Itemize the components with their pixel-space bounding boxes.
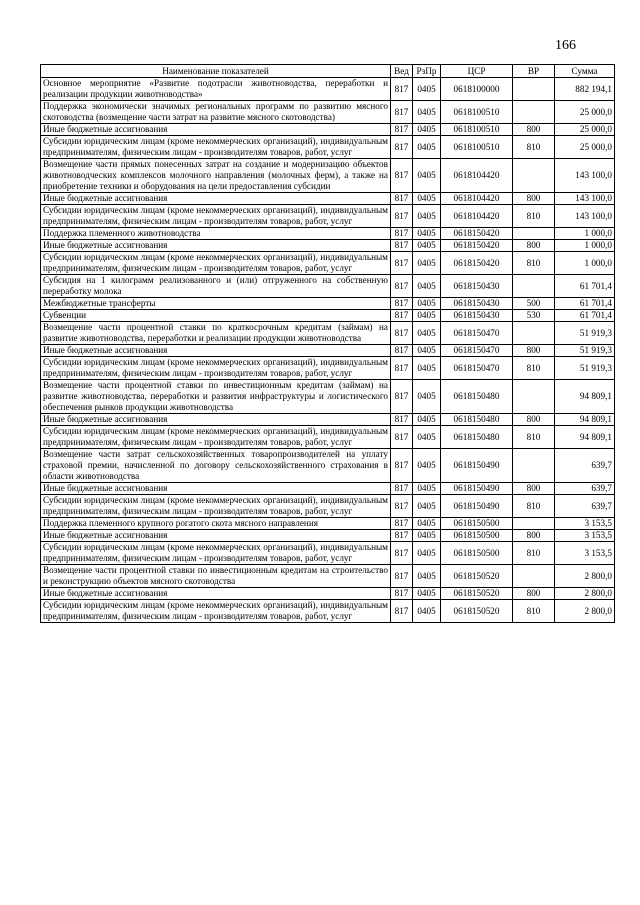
- cell-rzpr: 0405: [413, 426, 441, 449]
- cell-ved: 817: [391, 518, 413, 530]
- cell-rzpr: 0405: [413, 345, 441, 357]
- cell-vr: 810: [513, 542, 555, 565]
- cell-ved: 817: [391, 205, 413, 228]
- cell-vr: [513, 380, 555, 414]
- cell-vr: 810: [513, 357, 555, 380]
- cell-csr: 0618150430: [441, 310, 513, 322]
- header-vr: ВР: [513, 65, 555, 78]
- cell-rzpr: 0405: [413, 449, 441, 483]
- cell-sum: 143 100,0: [555, 193, 615, 205]
- cell-ved: 817: [391, 449, 413, 483]
- cell-csr: 0618104420: [441, 205, 513, 228]
- cell-sum: 25 000,0: [555, 124, 615, 136]
- cell-csr: 0618150420: [441, 252, 513, 275]
- cell-sum: 3 153,5: [555, 518, 615, 530]
- table-row: [41, 322, 615, 345]
- cell-ved: 817: [391, 228, 413, 240]
- cell-name: Поддержка племенного крупного рогатого скота мясного направления: [41, 518, 391, 530]
- cell-csr: 0618150500: [441, 542, 513, 565]
- header-name: Наименование показателей: [41, 65, 391, 78]
- cell-csr: 0618150470: [441, 322, 513, 345]
- cell-sum: 51 919,3: [555, 322, 615, 345]
- table-row: [41, 159, 615, 193]
- table-row: [41, 542, 615, 565]
- table-row: [41, 228, 615, 240]
- cell-ved: 817: [391, 298, 413, 310]
- cell-name: Субсидии юридическим лицам (кроме некоммерческих организаций), индивидуальным предпринимателям, физическим лицам - производителям товаров, работ, услуг: [41, 357, 391, 380]
- table-row: [41, 483, 615, 495]
- cell-sum: 1 000,0: [555, 228, 615, 240]
- cell-csr: 0618100510: [441, 124, 513, 136]
- cell-vr: 800: [513, 588, 555, 600]
- cell-sum: 25 000,0: [555, 136, 615, 159]
- cell-rzpr: 0405: [413, 240, 441, 252]
- cell-vr: [513, 565, 555, 588]
- cell-name: Субсидии юридическим лицам (кроме некоммерческих организаций), индивидуальным предпринимателям, физическим лицам - производителям товаров, работ, услуг: [41, 205, 391, 228]
- cell-csr: 0618150430: [441, 275, 513, 298]
- cell-sum: 94 809,1: [555, 426, 615, 449]
- cell-rzpr: 0405: [413, 298, 441, 310]
- cell-name: Субсидии юридическим лицам (кроме некоммерческих организаций), индивидуальным предпринимателям, физическим лицам - производителям товаров, работ, услуг: [41, 600, 391, 623]
- cell-rzpr: 0405: [413, 380, 441, 414]
- cell-rzpr: 0405: [413, 530, 441, 542]
- cell-name: Поддержка племенного животноводства: [41, 228, 391, 240]
- cell-name: Иные бюджетные ассигнования: [41, 530, 391, 542]
- budget-table: [40, 64, 615, 623]
- cell-csr: 0618150470: [441, 357, 513, 380]
- table-body: [41, 78, 615, 623]
- cell-sum: 61 701,4: [555, 275, 615, 298]
- cell-rzpr: 0405: [413, 228, 441, 240]
- cell-vr: 810: [513, 426, 555, 449]
- cell-sum: 94 809,1: [555, 380, 615, 414]
- cell-name: Иные бюджетные ассигнования: [41, 240, 391, 252]
- cell-name: Возмещение части процентной ставки по краткосрочным кредитам (займам) на развитие животноводства, переработки и реализации продукции животноводства: [41, 322, 391, 345]
- table-row: [41, 588, 615, 600]
- cell-rzpr: 0405: [413, 159, 441, 193]
- cell-csr: 0618100510: [441, 101, 513, 124]
- cell-csr: 0618150480: [441, 380, 513, 414]
- cell-sum: 51 919,3: [555, 345, 615, 357]
- cell-sum: 61 701,4: [555, 298, 615, 310]
- cell-vr: [513, 78, 555, 101]
- cell-csr: 0618150490: [441, 483, 513, 495]
- cell-name: Иные бюджетные ассигнования: [41, 414, 391, 426]
- header-rzpr: РзПр: [413, 65, 441, 78]
- cell-ved: 817: [391, 414, 413, 426]
- cell-sum: 639,7: [555, 483, 615, 495]
- table-row: [41, 565, 615, 588]
- cell-csr: 0618104420: [441, 193, 513, 205]
- cell-rzpr: 0405: [413, 310, 441, 322]
- cell-vr: [513, 322, 555, 345]
- cell-sum: 94 809,1: [555, 414, 615, 426]
- cell-ved: 817: [391, 252, 413, 275]
- cell-vr: 500: [513, 298, 555, 310]
- cell-rzpr: 0405: [413, 275, 441, 298]
- cell-sum: 639,7: [555, 495, 615, 518]
- cell-vr: [513, 449, 555, 483]
- cell-rzpr: 0405: [413, 483, 441, 495]
- cell-ved: 817: [391, 322, 413, 345]
- cell-rzpr: 0405: [413, 193, 441, 205]
- cell-vr: 810: [513, 600, 555, 623]
- header-ved: Вед: [391, 65, 413, 78]
- cell-vr: 810: [513, 252, 555, 275]
- cell-name: Возмещение части прямых понесенных затрат на создание и модернизацию объектов животноводческих комплексов молочного направления (молочных ферм), а также на приобретение техники и оборудования на цели предоставления субсидии: [41, 159, 391, 193]
- cell-name: Иные бюджетные ассигнования: [41, 124, 391, 136]
- table-row: [41, 193, 615, 205]
- cell-vr: 800: [513, 345, 555, 357]
- cell-rzpr: 0405: [413, 101, 441, 124]
- cell-vr: 810: [513, 205, 555, 228]
- cell-rzpr: 0405: [413, 565, 441, 588]
- cell-ved: 817: [391, 542, 413, 565]
- cell-name: Субсидия на 1 килограмм реализованного и (или) отгруженного на собственную переработку молока: [41, 275, 391, 298]
- header-sum: Сумма: [555, 65, 615, 78]
- cell-rzpr: 0405: [413, 252, 441, 275]
- cell-vr: 810: [513, 495, 555, 518]
- cell-rzpr: 0405: [413, 205, 441, 228]
- table-row: [41, 357, 615, 380]
- cell-rzpr: 0405: [413, 136, 441, 159]
- cell-name: Субсидии юридическим лицам (кроме некоммерческих организаций), индивидуальным предпринимателям, физическим лицам - производителям товаров, работ, услуг: [41, 542, 391, 565]
- cell-ved: 817: [391, 357, 413, 380]
- table-row: [41, 275, 615, 298]
- table-row: [41, 124, 615, 136]
- cell-rzpr: 0405: [413, 588, 441, 600]
- cell-rzpr: 0405: [413, 495, 441, 518]
- table-row: [41, 298, 615, 310]
- cell-ved: 817: [391, 136, 413, 159]
- cell-ved: 817: [391, 345, 413, 357]
- cell-ved: 817: [391, 483, 413, 495]
- cell-sum: 639,7: [555, 449, 615, 483]
- cell-rzpr: 0405: [413, 518, 441, 530]
- cell-sum: 143 100,0: [555, 205, 615, 228]
- cell-rzpr: 0405: [413, 322, 441, 345]
- cell-sum: 143 100,0: [555, 159, 615, 193]
- cell-vr: 800: [513, 193, 555, 205]
- table-row: [41, 426, 615, 449]
- cell-sum: 2 800,0: [555, 588, 615, 600]
- cell-ved: 817: [391, 565, 413, 588]
- cell-rzpr: 0405: [413, 124, 441, 136]
- cell-name: Субсидии юридическим лицам (кроме некоммерческих организаций), индивидуальным предпринимателям, физическим лицам - производителям товаров, работ, услуг: [41, 495, 391, 518]
- cell-rzpr: 0405: [413, 357, 441, 380]
- cell-name: Субвенции: [41, 310, 391, 322]
- cell-csr: 0618150430: [441, 298, 513, 310]
- cell-name: Возмещение части процентной ставки по инвестиционным кредитам на строительство и реконструкцию объектов мясного скотоводства: [41, 565, 391, 588]
- cell-ved: 817: [391, 240, 413, 252]
- cell-vr: 800: [513, 414, 555, 426]
- cell-sum: 3 153,5: [555, 542, 615, 565]
- table-row: [41, 252, 615, 275]
- cell-name: Иные бюджетные ассигнования: [41, 588, 391, 600]
- header-csr: ЦСР: [441, 65, 513, 78]
- cell-csr: 0618150470: [441, 345, 513, 357]
- cell-name: Субсидии юридическим лицам (кроме некоммерческих организаций), индивидуальным предпринимателям, физическим лицам - производителям товаров, работ, услуг: [41, 252, 391, 275]
- cell-csr: 0618150420: [441, 240, 513, 252]
- cell-ved: 817: [391, 600, 413, 623]
- cell-vr: 530: [513, 310, 555, 322]
- table-row: [41, 380, 615, 414]
- cell-name: Субсидии юридическим лицам (кроме некоммерческих организаций), индивидуальным предпринимателям, физическим лицам - производителям товаров, работ, услуг: [41, 426, 391, 449]
- cell-name: Субсидии юридическим лицам (кроме некоммерческих организаций), индивидуальным предпринимателям, физическим лицам - производителям товаров, работ, услуг: [41, 136, 391, 159]
- table-row: [41, 78, 615, 101]
- cell-name: Иные бюджетные ассигнования: [41, 483, 391, 495]
- cell-ved: 817: [391, 275, 413, 298]
- cell-vr: 800: [513, 483, 555, 495]
- table-row: [41, 600, 615, 623]
- cell-sum: 882 194,1: [555, 78, 615, 101]
- cell-rzpr: 0405: [413, 600, 441, 623]
- cell-ved: 817: [391, 380, 413, 414]
- cell-vr: 800: [513, 240, 555, 252]
- cell-vr: [513, 159, 555, 193]
- table-row: [41, 240, 615, 252]
- cell-name: Межбюджетные трансферты: [41, 298, 391, 310]
- table-row: [41, 136, 615, 159]
- cell-sum: 51 919,3: [555, 357, 615, 380]
- cell-csr: 0618150490: [441, 449, 513, 483]
- cell-csr: 0618150520: [441, 600, 513, 623]
- cell-name: Возмещение части затрат сельскохозяйственных товаропроизводителей на уплату страховой премии, начисленной по договору сельскохозяйственного страхования в области животноводства: [41, 449, 391, 483]
- cell-ved: 817: [391, 495, 413, 518]
- cell-vr: [513, 228, 555, 240]
- cell-ved: 817: [391, 310, 413, 322]
- cell-vr: [513, 518, 555, 530]
- cell-vr: 810: [513, 136, 555, 159]
- cell-ved: 817: [391, 530, 413, 542]
- cell-rzpr: 0405: [413, 78, 441, 101]
- table-header-row: [41, 65, 615, 78]
- cell-csr: 0618150520: [441, 565, 513, 588]
- cell-vr: 800: [513, 124, 555, 136]
- cell-sum: 1 000,0: [555, 240, 615, 252]
- cell-vr: [513, 275, 555, 298]
- cell-sum: 25 000,0: [555, 101, 615, 124]
- table-row: [41, 101, 615, 124]
- cell-name: Поддержка экономически значимых региональных программ по развитию мясного скотоводства (возмещение части затрат на развитие мясного скотоводства): [41, 101, 391, 124]
- cell-rzpr: 0405: [413, 414, 441, 426]
- table-row: [41, 310, 615, 322]
- cell-csr: 0618150520: [441, 588, 513, 600]
- cell-sum: 2 800,0: [555, 600, 615, 623]
- cell-ved: 817: [391, 159, 413, 193]
- cell-ved: 817: [391, 101, 413, 124]
- cell-csr: 0618150500: [441, 518, 513, 530]
- cell-csr: 0618150420: [441, 228, 513, 240]
- table-row: [41, 449, 615, 483]
- cell-rzpr: 0405: [413, 542, 441, 565]
- cell-vr: 800: [513, 530, 555, 542]
- cell-csr: 0618150480: [441, 414, 513, 426]
- cell-name: Возмещение части процентной ставки по инвестиционным кредитам (займам) на развитие животноводства, переработки и развития инфраструктуры и логистического обеспечения рынков продукции животноводства: [41, 380, 391, 414]
- cell-csr: 0618100510: [441, 136, 513, 159]
- cell-vr: [513, 101, 555, 124]
- cell-name: Иные бюджетные ассигнования: [41, 193, 391, 205]
- table-row: [41, 518, 615, 530]
- cell-ved: 817: [391, 426, 413, 449]
- cell-sum: 3 153,5: [555, 530, 615, 542]
- cell-name: Иные бюджетные ассигнования: [41, 345, 391, 357]
- cell-csr: 0618100000: [441, 78, 513, 101]
- cell-sum: 1 000,0: [555, 252, 615, 275]
- table-row: [41, 495, 615, 518]
- cell-name: Основное мероприятие «Развитие подотрасли животноводства, переработки и реализации продукции животноводства»: [41, 78, 391, 101]
- cell-ved: 817: [391, 124, 413, 136]
- cell-csr: 0618150490: [441, 495, 513, 518]
- table-row: [41, 345, 615, 357]
- page-number: 166: [555, 38, 576, 53]
- cell-ved: 817: [391, 78, 413, 101]
- cell-ved: 817: [391, 588, 413, 600]
- cell-csr: 0618150480: [441, 426, 513, 449]
- cell-ved: 817: [391, 193, 413, 205]
- cell-csr: 0618150500: [441, 530, 513, 542]
- cell-sum: 2 800,0: [555, 565, 615, 588]
- cell-sum: 61 701,4: [555, 310, 615, 322]
- cell-csr: 0618104420: [441, 159, 513, 193]
- table-row: [41, 414, 615, 426]
- table-row: [41, 205, 615, 228]
- table-row: [41, 530, 615, 542]
